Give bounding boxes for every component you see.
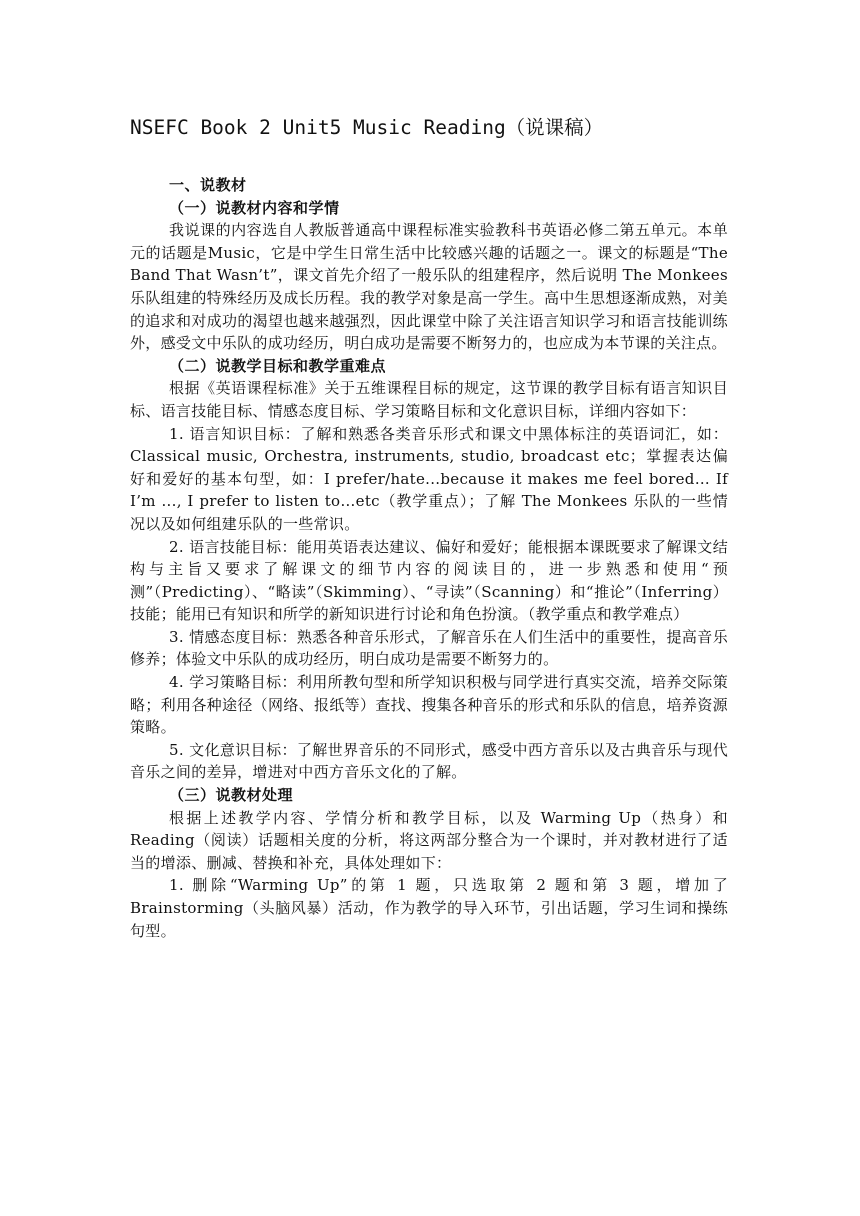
section-heading-textbook: 一、说教材: [169, 176, 247, 194]
paragraph-objectives-intro: 根据《英语课程标准》关于五维课程目标的规定，这节课的教学目标有语言知识目标、语言技能目标、情感态度目标、学习策略目标和文化意识目标，详细内容如下：: [130, 379, 728, 420]
paragraph-textbook-content: 我说课的内容选自人教版普通高中课程标准实验教科书英语必修二第五单元。本单元的话题是Music，它是中学生日常生活中比较感兴趣的话题之一。课文的标题是“The Band That Wasn’t”，课文首先介绍了一般乐队的组建程序，然后说明 The Monkees 乐队组建的特殊经历及成长历程。我的教学对象是高一学生。高中生思想逐渐成熟，对美的追求和对成功的渴望也越来越强烈，因此课堂中除了关注语言知识学习和语言技能训练外，感受文中乐队的成功经历，明白成功是需要不断努力的，也应成为本节课的关注点。: [130, 221, 728, 353]
paragraph-language-knowledge-goal: 1. 语言知识目标：了解和熟悉各类音乐形式和课文中黑体标注的英语词汇，如：Classical music, Orchestra, instruments, studio, broadcast etc；掌握表达偏好和爱好的基本句型，如：I prefer/hate...because it makes me feel bored… If I’m ..., I prefer to listen to…etc（教学重点）；了解 The Monkees 乐队的一些情况以及如何组建乐队的一些常识。: [130, 424, 728, 533]
paragraph-emotion-attitude-goal: 3. 情感态度目标：熟悉各种音乐形式，了解音乐在人们生活中的重要性，提高音乐修养；体验文中乐队的成功经历，明白成功是需要不断努力的。: [130, 627, 728, 669]
paragraph-processing-intro: 根据上述教学内容、学情分析和教学目标，以及 Warming Up（热身）和 Reading（阅读）话题相关度的分析，将这两部分整合为一个课时，并对教材进行了适当的增添、删减、替换和补充，具体处理如下：: [130, 808, 728, 872]
paragraph-learning-strategy-goal: 4. 学习策略目标：利用所教句型和所学知识积极与同学进行真实交流，培养交际策略；利用各种途径（网络、报纸等）查找、搜集各种音乐的形式和乐队的信息，培养资源策略。: [130, 673, 728, 737]
subheading-textbook-processing: （三）说教材处理: [169, 786, 294, 805]
document-title: NSEFC Book 2 Unit5 Music Reading（说课稿）: [130, 116, 604, 139]
subheading-teaching-objectives: （二）说教学目标和教学重难点: [169, 356, 387, 375]
paragraph-processing-step-1: 1. 删除“Warming Up”的第 1 题，只选取第 2 题和第 3 题，增加了 Brainstorming（头脑风暴）活动，作为教学的导入环节，引出话题，学习生词和操练句型。: [130, 876, 728, 940]
subheading-content-and-learners: （一）说教材内容和学情: [169, 198, 340, 217]
paragraph-cultural-awareness-goal: 5. 文化意识目标：了解世界音乐的不同形式，感受中西方音乐以及古典音乐与现代音乐之间的差异，增进对中西方音乐文化的了解。: [130, 740, 728, 782]
document-body: [130, 170, 728, 942]
paragraph-language-skill-goal: 2. 语言技能目标：能用英语表达建议、偏好和爱好；能根据本课既要求了解课文结构与主旨又要求了解课文的细节内容的阅读目的，进一步熟悉和使用“预测”（Predicting）、“略读”（Skimming）、“寻读”（Scanning）和“推论”（Inferring）技能；能用已有知识和所学的新知识进行讨论和角色扮演。（教学重点和教学难点）: [130, 537, 728, 624]
